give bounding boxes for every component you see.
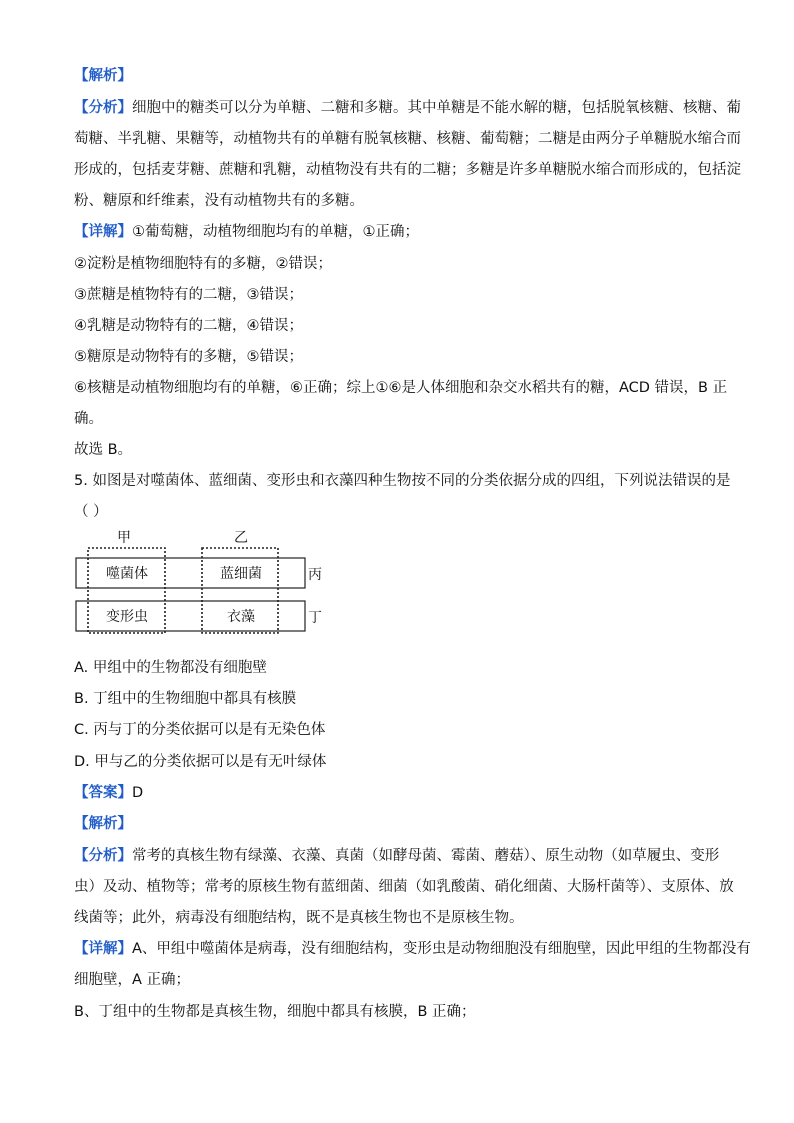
option-b: B. 丁组中的生物细胞中都具有核膜 [74, 691, 297, 707]
text-line: 形成的，包括麦芽糖、蔗糖和乳糖，动植物没有共有的二糖；多糖是许多单糖脱水缩合而形成的，包括淀 [74, 162, 741, 178]
question-blank: （ ） [74, 504, 108, 520]
cell-chlamydomonas: 衣藻 [227, 609, 255, 625]
text-line: A、甲组中噬菌体是病毒，没有细胞结构，变形虫是动物细胞没有细胞壁，因此甲组的生物都没有 [132, 941, 751, 957]
text-line: 萄糖、半乳糖、果糖等，动植物共有的单糖有脱氧核糖、核糖、葡萄糖；二糖是由两分子单糖脱水缩合而 [74, 131, 741, 147]
text-line: ⑥核糖是动植物细胞均有的单糖，⑥正确；综上①⑥是人体细胞和杂交水稻共有的糖，ACD 错误，B 正 [74, 380, 728, 396]
group-label-jia: 甲 [117, 530, 131, 546]
section-tag: 【分析】 [74, 848, 132, 864]
text-line: ①葡萄糖，动植物细胞均有的单糖，①正确； [132, 224, 419, 240]
text-line: ②淀粉是植物细胞特有的多糖，②错误； [74, 256, 332, 272]
text-line: 细胞壁，A 正确； [74, 972, 191, 988]
option-a: A. 甲组中的生物都没有细胞壁 [74, 660, 267, 676]
detail-paragraph [74, 939, 751, 959]
classification-diagram [74, 524, 334, 634]
text-line: 虫）及动、植物等；常考的原核生物有蓝细菌、细菌（如乳酸菌、硝化细菌、大肠杆菌等）、支原体、放 [74, 879, 734, 895]
cell-amoeba: 变形虫 [106, 609, 148, 625]
option-d: D. 甲与乙的分类依据可以是有无叶绿体 [74, 754, 327, 770]
section-tag: 【分析】 [74, 100, 132, 116]
text-line: 线菌等；此外，病毒没有细胞结构，既不是真核生物也不是原核生物。 [74, 910, 524, 926]
analysis-paragraph [74, 846, 719, 866]
text-line: 确。 [74, 411, 103, 427]
text-line: 粉、糖原和纤维素，没有动植物共有的多糖。 [74, 193, 364, 209]
conclusion-text: 故选 B。 [74, 442, 133, 458]
text-line: ④乳糖是动物特有的二糖，④错误； [74, 318, 303, 334]
group-label-ding: 丁 [308, 610, 322, 626]
group-label-bing: 丙 [308, 567, 322, 583]
text-line: 细胞中的糖类可以分为单糖、二糖和多糖。其中单糖是不能水解的糖，包括脱氧核糖、核糖、葡 [132, 100, 741, 116]
section-tag: 【详解】 [74, 224, 132, 240]
text-line: ③蔗糖是植物特有的二糖，③错误； [74, 287, 303, 303]
text-line: 常考的真核生物有绿藻、衣藻、真菌（如酵母菌、霉菌、蘑菇）、原生动物（如草履虫、变形 [132, 848, 720, 864]
analysis-paragraph [74, 98, 741, 118]
text-line: ⑤糖原是动物特有的多糖，⑤错误； [74, 349, 303, 365]
section-tag: 【详解】 [74, 941, 132, 957]
detail-paragraph [74, 222, 419, 242]
text-line: B、丁组中的生物都是真核生物，细胞中都具有核膜，B 正确； [74, 1004, 476, 1020]
cell-cyanobacteria: 蓝细菌 [220, 566, 262, 582]
answer-line [74, 783, 143, 803]
group-label-yi: 乙 [234, 530, 248, 546]
option-c: C. 丙与丁的分类依据可以是有无染色体 [74, 722, 326, 738]
analysis-header: 【解析】 [74, 68, 132, 84]
section-tag: 【答案】 [74, 785, 132, 801]
cell-bacteriophage: 噬菌体 [106, 566, 148, 582]
analysis-header: 【解析】 [74, 816, 132, 832]
answer-value: D [132, 785, 144, 801]
question-stem: 5. 如图是对噬菌体、蓝细菌、变形虫和衣藻四种生物按不同的分类依据分成的四组，下列说法错误的是 [74, 473, 731, 489]
